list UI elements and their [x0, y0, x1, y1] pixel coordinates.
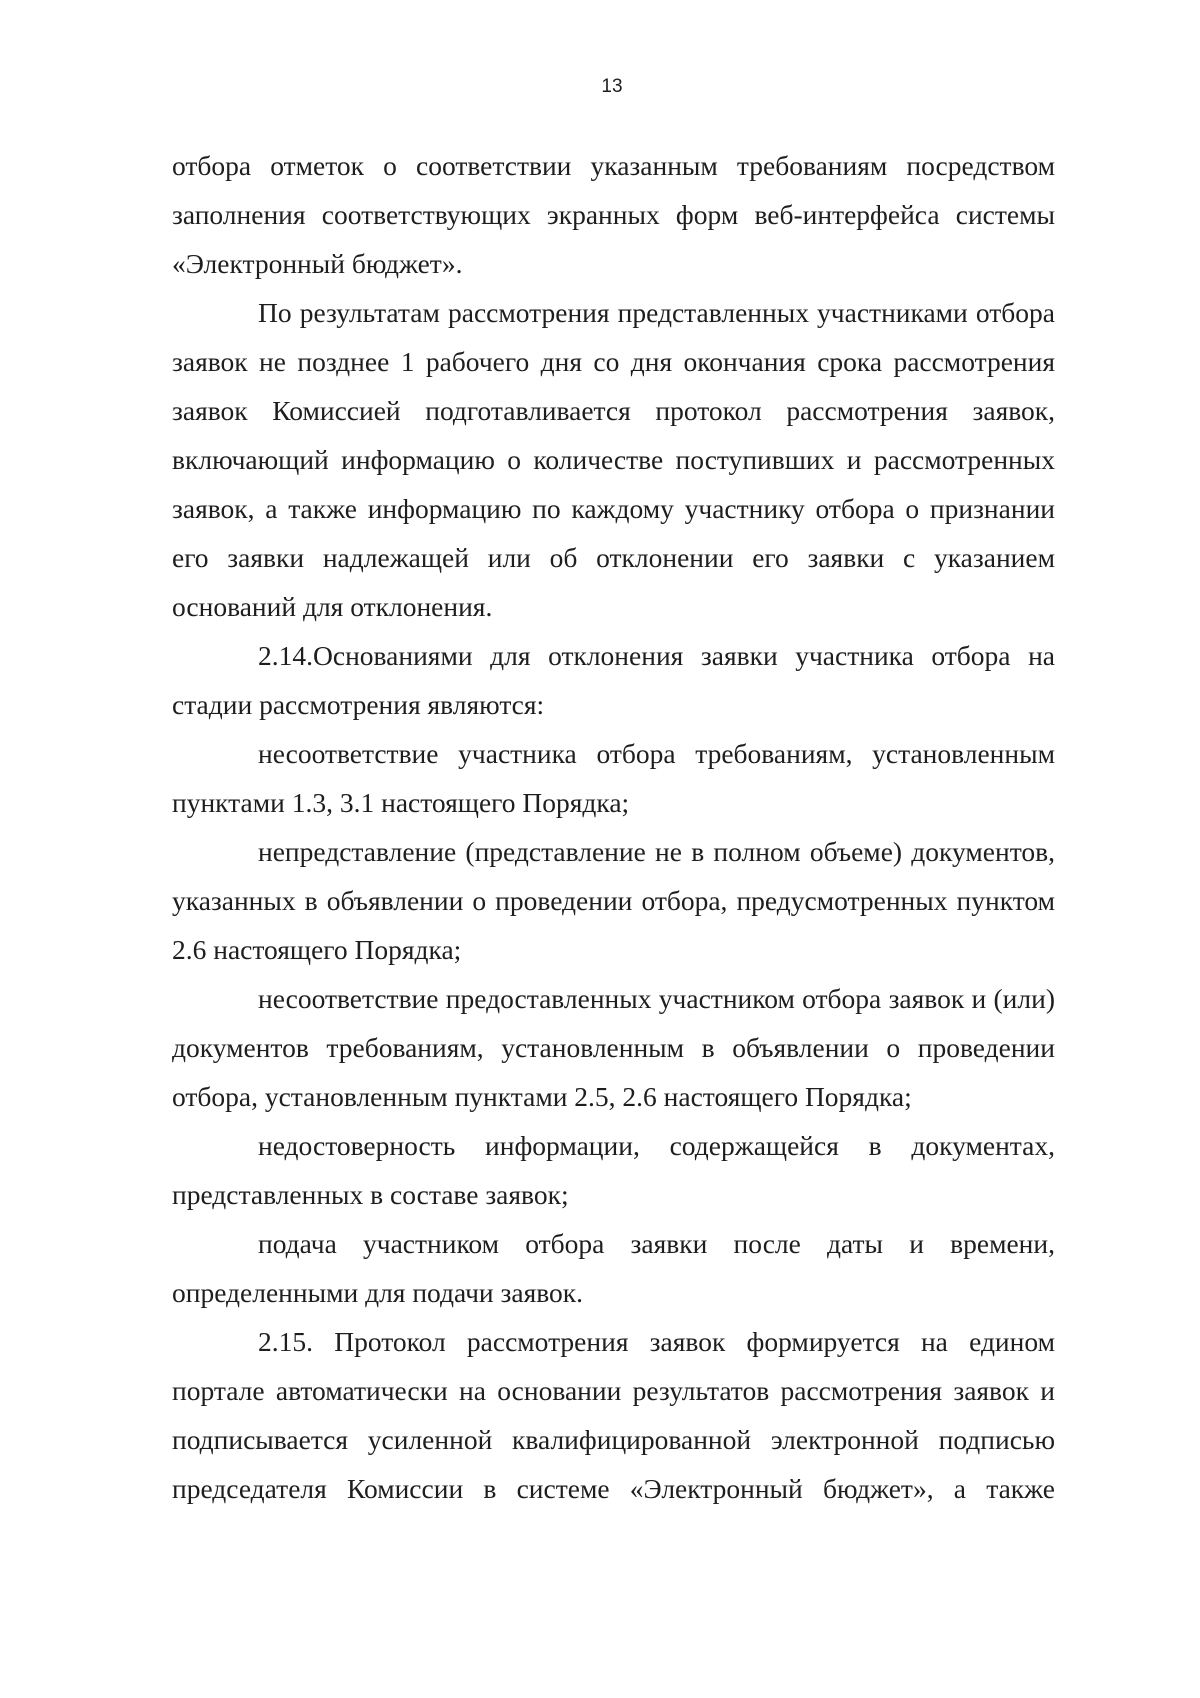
paragraph-clause-2-15: 2.15. Протокол рассмотрения заявок формируется на едином портале автоматически на основании результатов рассмотрения заявок и подписывается усиленной квалифицированной электронной подписью председателя Комиссии в системе «Электронный бюджет», а также	[172, 1326, 1055, 1504]
paragraph-continuation: отбора отметок о соответствии указанным требованиям посредством заполнения соответствующих экранных форм веб-интерфейса системы «Электронный бюджет».	[172, 150, 1055, 279]
paragraph-ground-nonconformity: несоответствие участника отбора требованиям, установленным пунктами 1.3, 3.1 настоящего Порядка;	[172, 738, 1055, 818]
paragraph-ground-late-submission: подача участником отбора заявки после даты и времени, определенными для подачи заявок.	[172, 1228, 1055, 1308]
page-number: 13	[601, 76, 623, 97]
document-body	[172, 141, 1055, 1513]
paragraph-ground-document-mismatch: несоответствие предоставленных участником отбора заявок и (или) документов требованиям, установленным в объявлении о проведении отбора, установленным пунктами 2.5, 2.6 настоящего Порядка;	[172, 983, 1055, 1112]
paragraph-ground-false-information: недостоверность информации, содержащейся в документах, представленных в составе заявок;	[172, 1130, 1055, 1210]
paragraph-clause-2-14: 2.14.Основаниями для отклонения заявки участника отбора на стадии рассмотрения являются:	[172, 640, 1055, 720]
paragraph-review-results: По результатам рассмотрения представленных участниками отбора заявок не позднее 1 рабочего дня со дня окончания срока рассмотрения заявок Комиссией подготавливается протокол рассмотрения заявок, включающий информацию о количестве поступивших и рассмотренных заявок, а также информацию по каждому участнику отбора о признании его заявки надлежащей или об отклонении его заявки с указанием оснований для отклонения.	[172, 297, 1055, 622]
paragraph-ground-missing-documents: непредставление (представление не в полном объеме) документов, указанных в объявлении о проведении отбора, предусмотренных пунктом 2.6 настоящего Порядка;	[172, 836, 1055, 965]
